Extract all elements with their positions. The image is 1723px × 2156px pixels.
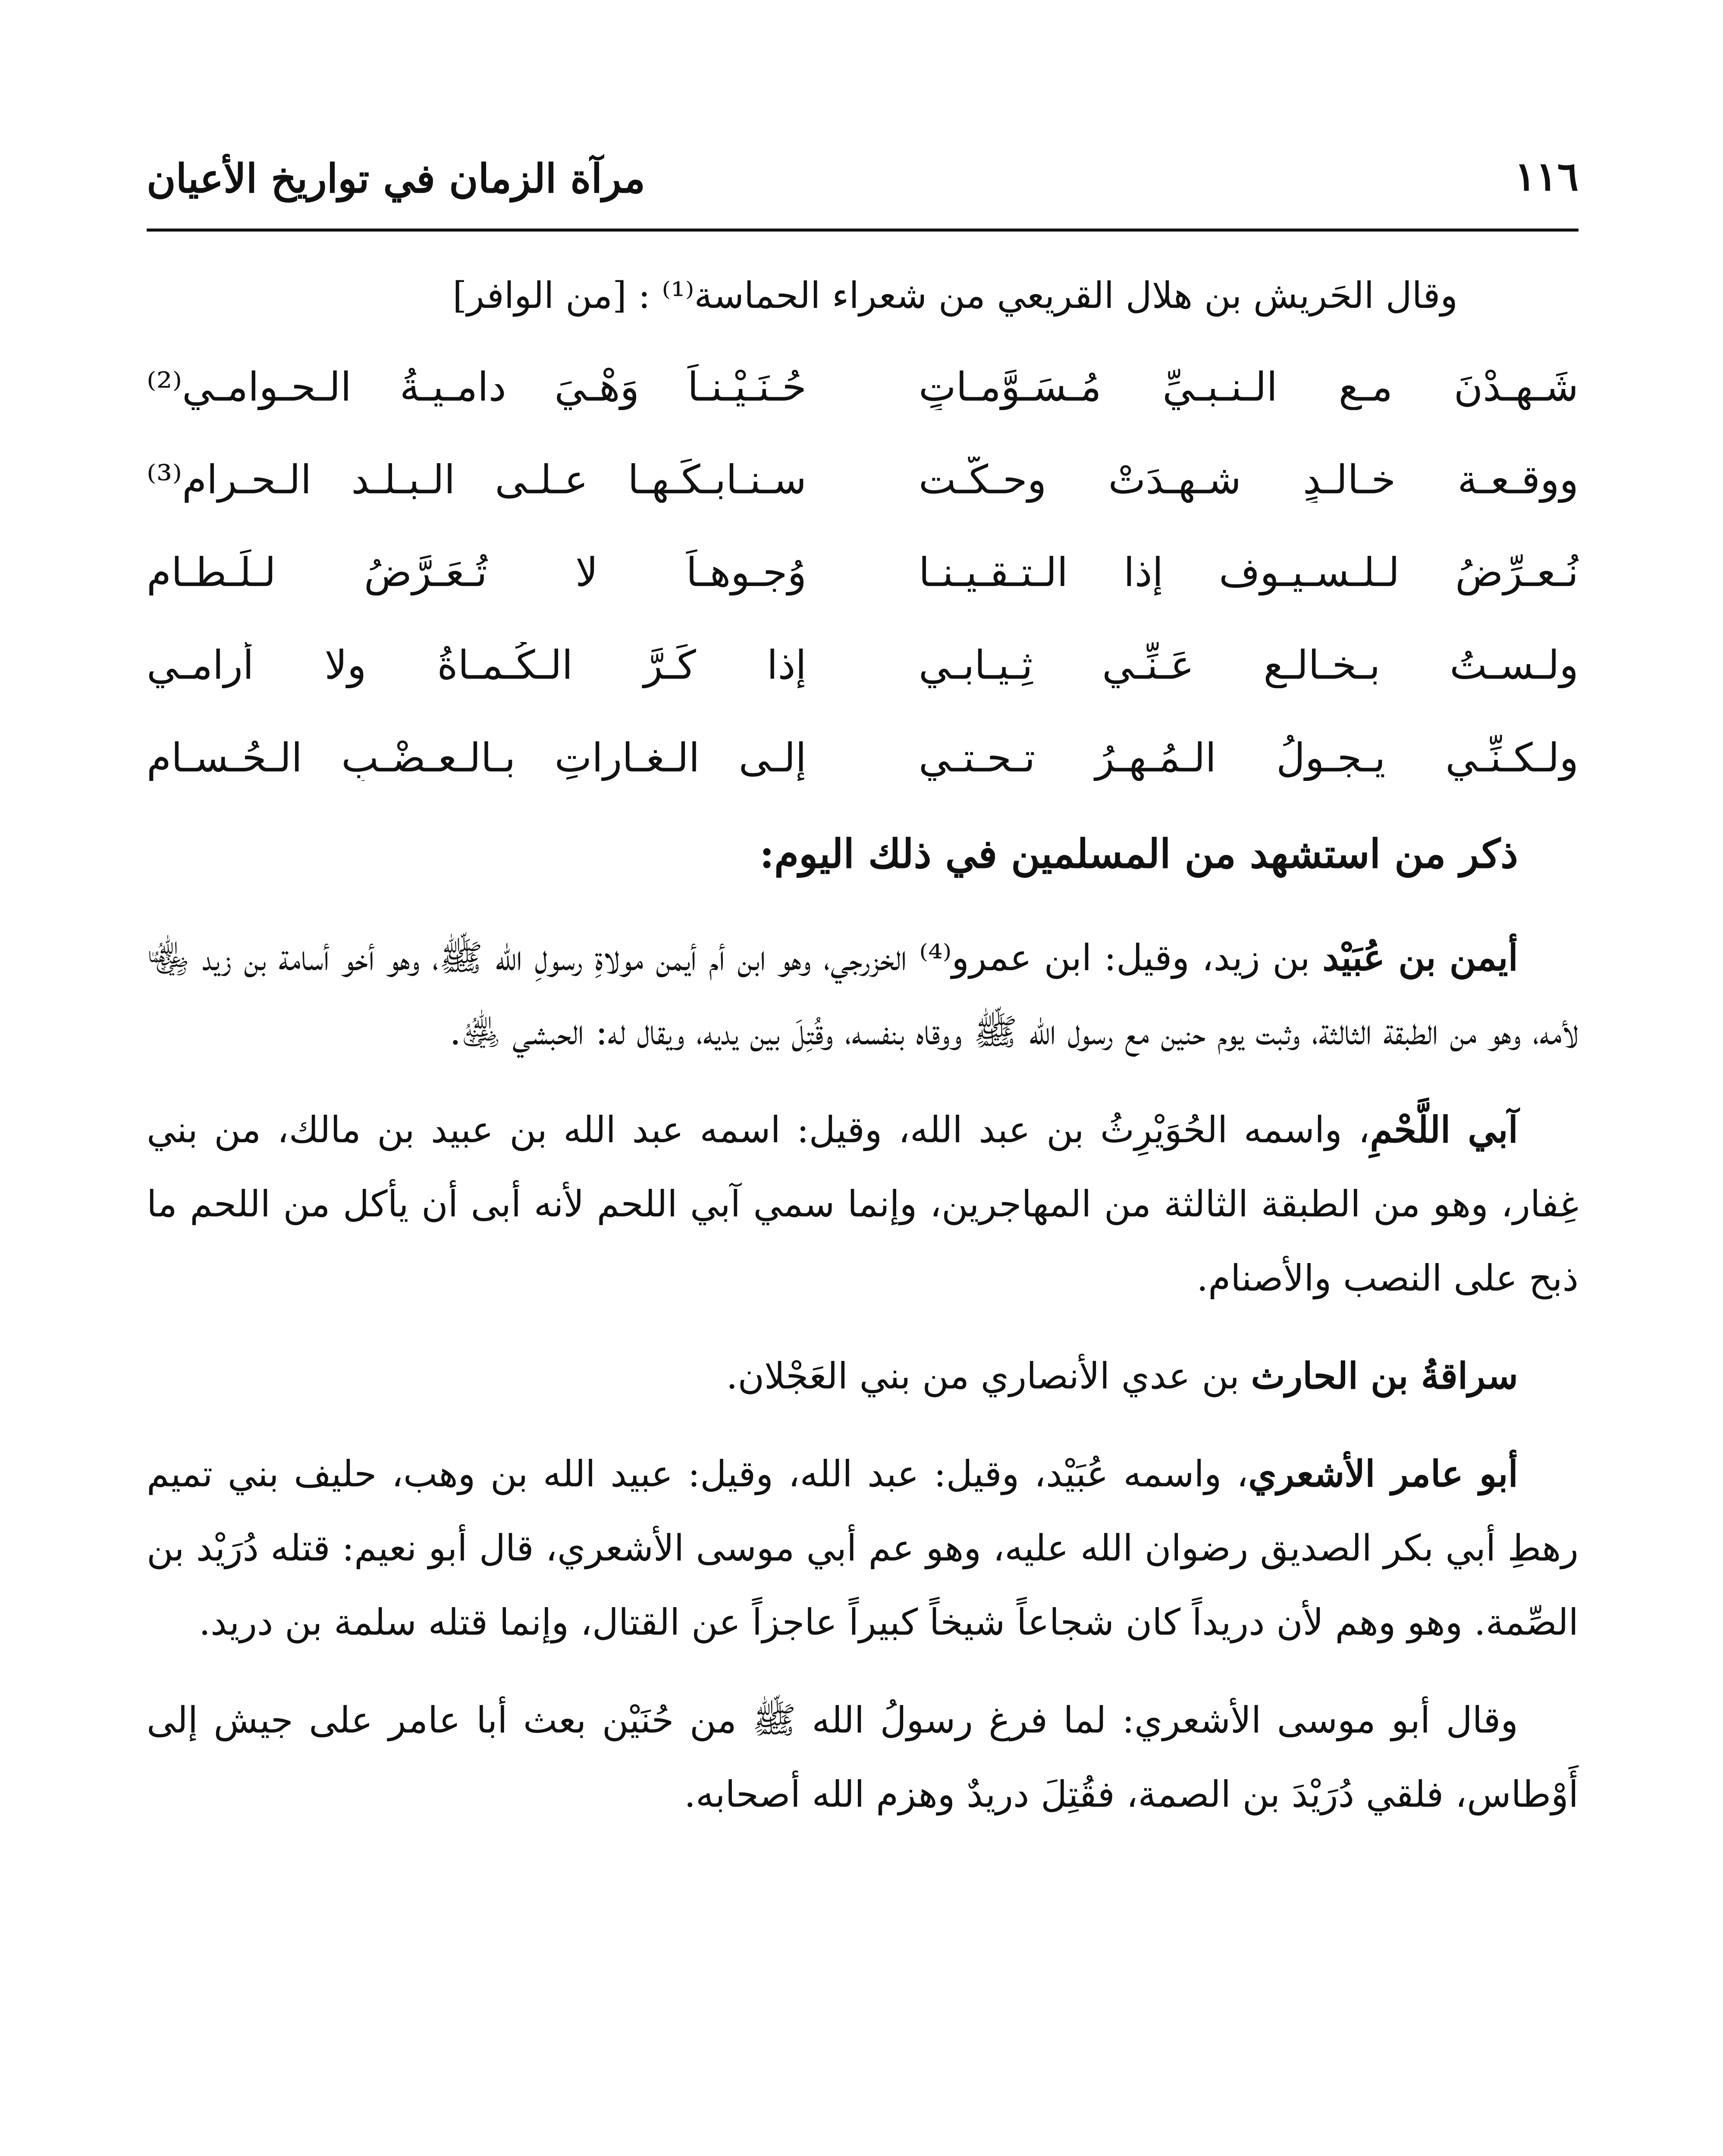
body-paragraph bbox=[147, 921, 1579, 1069]
poem bbox=[147, 341, 1579, 804]
verse-first-hemistich: شَـهِـدْنَ مـع الـنـبـيِّ مُـسَـوَّمـاتٍ bbox=[919, 364, 1579, 410]
body-paragraph bbox=[147, 1339, 1579, 1413]
verse-second-hemistich: حُـنَـيْـنـاً وَهْـيَ دامـيـةُ الـحـوامـي⁽²⁾ bbox=[147, 364, 807, 410]
paragraph-lead-name: آبي اللَّحْمِ bbox=[1370, 1108, 1519, 1151]
body-paragraph bbox=[147, 1683, 1579, 1831]
poem-verse bbox=[147, 433, 1579, 526]
poem-verse bbox=[147, 526, 1579, 619]
main-content bbox=[147, 259, 1579, 1855]
verse-first-hemistich: ولـكـنِّـي يـجـولُ الـمُـهـرُ تـحـتـي bbox=[919, 735, 1579, 781]
poem-verse bbox=[147, 341, 1579, 433]
poem-verse bbox=[147, 711, 1579, 804]
poem-verse bbox=[147, 619, 1579, 711]
paragraph-lead-name: أبو عامر الأشعري bbox=[1248, 1452, 1518, 1495]
poem-intro: وقال الحَريش بن هلال القريعي من شعراء الحماسة⁽¹⁾ : [من الوافر] bbox=[452, 274, 1458, 317]
paragraph-text: بن زيد، وقيل: ابن عمرو⁽⁴⁾ الخزرجي، وهو ابن أم أيمن مولاةِ رسولِ الله ﷺ، وهو أخو أسامة بن زيد ﵄ لأمه، وهو من الطبقة الثالثة، وثبت يوم حنين مع رسول الله ﷺ ووقاه بنفسه، وقُتِلَ بين يديه، ويقال له: الحبشي ﵁. bbox=[147, 937, 1579, 1053]
paragraph-lead-name: سراقةُ بن الحارث bbox=[1251, 1354, 1518, 1397]
verse-first-hemistich: ووقـعـة خـالـدٍ شـهـدَتْ وحـكَّـت bbox=[919, 457, 1579, 503]
verse-first-hemistich: ولـسـتُ بـخـالـعٍ عَـنِّـي ثِـيـابـي bbox=[919, 642, 1579, 688]
body-paragraph bbox=[147, 1437, 1579, 1659]
paragraph-text: ، واسمه الحُوَيْرِثُ بن عبد الله، وقيل: اسمه عبد الله بن عبيد بن مالك، من بني غِفار، وهو من الطبقة الثالثة من المهاجرين، وإنما سمي آبي اللحم لأنه أبى أن يأكل من اللحم ما ذبح على النصب والأصنام. bbox=[147, 1109, 1579, 1299]
paragraph-text: ، واسمه عُبَيْد، وقيل: عبد الله، وقيل: عبيد الله بن وهب، حليف بني تميم رهطِ أبي بكر الصديق رضوان الله عليه، وهو عم أبي موسى الأشعري، قال أبو نعيم: قتله دُرَيْد بن الصِّمة. وهو وهم لأن دريداً كان شجاعاً شيخاً كبيراً عاجزاً عن القتال، وإنما قتله سلمة بن دريد. bbox=[147, 1453, 1579, 1643]
verse-second-hemistich: إلـى الـغـاراتِ بـالـعـضْـبِ الـحُـسـامِ bbox=[147, 735, 807, 781]
paragraph-lead-name: أيمن بن عُبَيْد bbox=[1322, 936, 1518, 979]
paragraph-text: وقال أبو موسى الأشعري: لما فرغ رسولُ الله ﷺ من حُنَيْن بعث أبا عامر على جيش إلى أَوْطاس، فلقي دُرَيْدَ بن الصمة، فقُتِلَ دريدٌ وهزم الله أصحابه. bbox=[147, 1699, 1579, 1815]
verse-second-hemistich: إذا كَـرَّ الـكُـمـاةُ ولا أُرامـي bbox=[147, 642, 807, 688]
running-header bbox=[147, 129, 1579, 232]
book-title: مرآة الزمان في تواريخ الأعيان bbox=[147, 155, 646, 202]
verse-first-hemistich: نُـعـرِّضُ لـلـسـيـوف إذا الـتـقـيـنـا bbox=[919, 549, 1579, 595]
paragraph-text: بن عدي الأنصاري من بني العَجْلان. bbox=[726, 1355, 1251, 1397]
section-heading: ذكر من استشهد من المسلمين في ذلك اليوم: bbox=[760, 830, 1518, 877]
verse-second-hemistich: وُجـوهـاً لا تُـعَـرَّضُ لـلِّـطـامِ bbox=[147, 549, 807, 595]
body-paragraph bbox=[147, 1093, 1579, 1315]
document-page bbox=[147, 129, 1579, 2156]
page-number: ١١٦ bbox=[1514, 153, 1579, 200]
verse-second-hemistich: سـنـابـكَـهـا عـلـى الـبـلـد الـحـرام⁽³⁾ bbox=[147, 457, 807, 503]
